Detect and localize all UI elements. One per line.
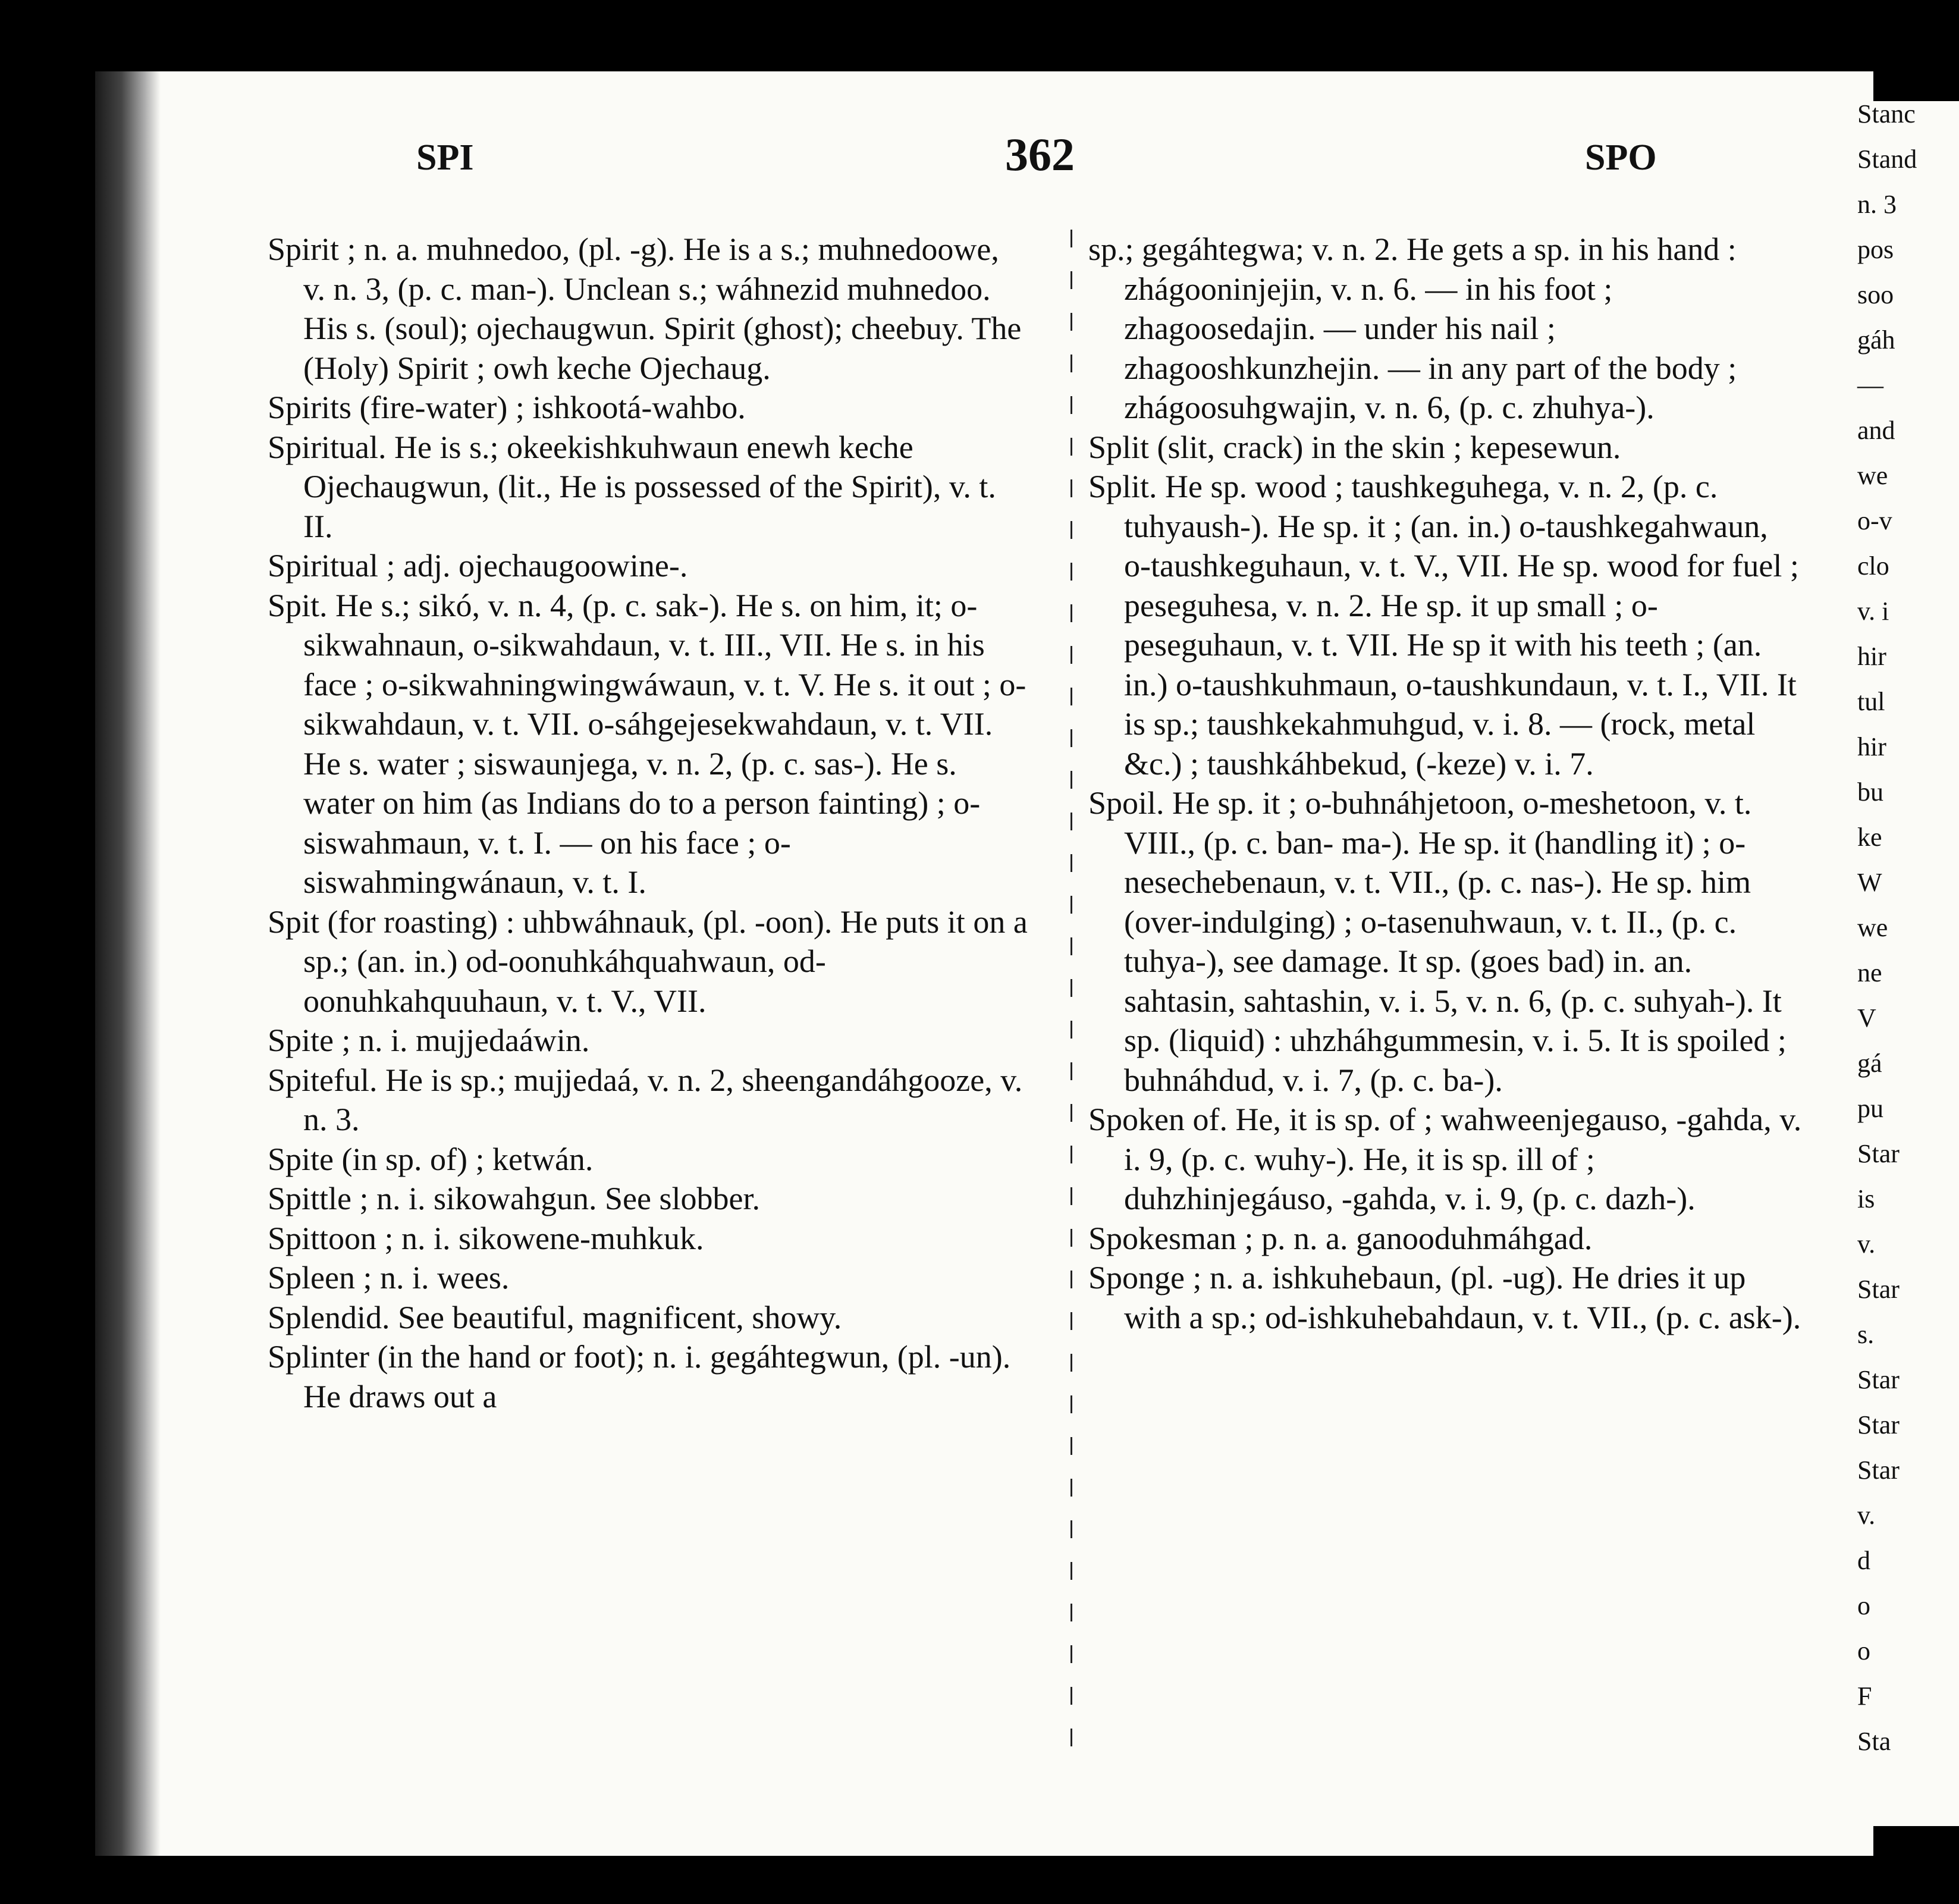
adjacent-page-fragment: d — [1857, 1546, 1870, 1575]
adjacent-page-fragment: soo — [1857, 280, 1894, 309]
adjacent-page-fragment: bu — [1857, 777, 1883, 807]
dictionary-entry: Splendid. See beautiful, magnificent, showy. — [268, 1299, 842, 1335]
dictionary-entry: Spirit ; n. a. muhnedoo, (pl. -g). He is a s.; muhnedoowe, v. n. 3, (p. c. man-). Unclean s.; wáhnezid muhnedoo. His s. (soul); ojechaugwun. Spirit (ghost); cheebuy. The (Holy) Spirit ; owh keche Ojechaug. — [268, 231, 1022, 386]
dictionary-entry: Spit. He s.; sikó, v. n. 4, (p. c. sak-). He s. on him, it; o-sikwahnaun, o-sikwahdaun, v. t. III., VII. He s. in his face ; o-sikwahningwingwáwaun, v. t. V. He s. it out ; o-sikwahdaun, v. t. VII. o-sáhgejesekwahdaun, v. t. VII. He s. water ; siswaunjega, v. n. 2, (p. c. sas-). He s. water on him (as Indians do to a person fainting) ; o-siswahmaun, v. t. I. — on his face ; o-siswahmingwánaun, v. t. I. — [268, 587, 1026, 900]
adjacent-page-fragment: v. — [1857, 1501, 1876, 1530]
dictionary-entry: Spoil. He sp. it ; o-buhnáhjetoon, o-meshetoon, v. t. VIII., (p. c. ban- ma-). He sp. it (handling it) ; o-nesechebenaun, v. t. VII., (p. c. nas-). He sp. him (over-indulging) ; o-tasenuhwaun, v. t. II., (p. c. tuhya-), see damage. It sp. (goes bad) in. an. sahtasin, sahtashin, v. i. 5, v. n. 6, (p. c. suhyah-). It sp. (liquid) : uhzháhgummesin, v. i. 5. It is spoiled ; buhnáhdud, v. i. 7, (p. c. ba-). — [1088, 785, 1787, 1098]
dictionary-entry: Sponge ; n. a. ishkuhebaun, (pl. -ug). He dries it up with a sp.; od-ishkuhebahdaun, v. t. VII., (p. c. ask-). — [1088, 1260, 1801, 1335]
dictionary-entry: Split (slit, crack) in the skin ; kepesewun. — [1088, 429, 1621, 465]
adjacent-page-fragment: ke — [1857, 823, 1882, 852]
dictionary-entry: Spit (for roasting) : uhbwáhnauk, (pl. -oon). He puts it on a sp.; (an. in.) od-oonuhkáhquahwaun, od-oonuhkahquuhaun, v. t. V., VII. — [268, 904, 1028, 1019]
adjacent-page-fragment: Sta — [1857, 1727, 1891, 1756]
page-gutter-shadow — [95, 71, 161, 1856]
dictionary-entry: Splinter (in the hand or foot); n. i. gegáhtegwun, (pl. -un). He draws out a — [268, 1339, 1011, 1414]
adjacent-page-fragment: clo — [1857, 551, 1889, 581]
dictionary-entry: Spleen ; n. i. wees. — [268, 1260, 510, 1296]
running-head-right: SPO — [1585, 137, 1657, 178]
adjacent-page-fragment: Star — [1857, 1139, 1900, 1168]
dictionary-entry: Spiteful. He is sp.; mujjedaá, v. n. 2, sheengandáhgooze, v. n. 3. — [268, 1062, 1023, 1137]
left-column — [268, 230, 1029, 1416]
adjacent-page-fragment: o — [1857, 1636, 1870, 1665]
adjacent-page-fragment: we — [1857, 461, 1888, 490]
adjacent-page-fragment: V — [1857, 1003, 1876, 1033]
dictionary-entry: Spiritual ; adj. ojechaugoowine-. — [268, 548, 688, 584]
adjacent-page-fragment: n. 3 — [1857, 190, 1897, 219]
right-column — [1088, 230, 1802, 1337]
adjacent-page-fragment: o — [1857, 1591, 1870, 1620]
dictionary-entry: Spirits (fire-water) ; ishkootá-wahbo. — [268, 390, 746, 425]
dictionary-entry: Spittle ; n. i. sikowahgun. See slobber. — [268, 1181, 760, 1216]
dictionary-entry: Split. He sp. wood ; taushkeguhega, v. n. 2, (p. c. tuhyaush-). He sp. it ; (an. in.) o-taushkegahwaun, o-taushkeguhaun, v. t. V., VII. He sp. wood for fuel ; peseguhesa, v. n. 2. He sp. it up small ; o-peseguhaun, v. t. VII. He sp it with his teeth ; (an. in.) o-taushkuhmaun, o-taushkundaun, v. t. I., VII. It is sp.; taushkekahmuhgud, v. i. 8. — (rock, metal &c.) ; taushkáhbekud, (-keze) v. i. 7. — [1088, 469, 1799, 782]
adjacent-page-fragment: Stand — [1857, 145, 1917, 174]
adjacent-page-fragment: gáh — [1857, 325, 1895, 355]
adjacent-page-fragment: Star — [1857, 1275, 1900, 1304]
page-number: 362 — [1005, 128, 1075, 180]
adjacent-page-fragment: ne — [1857, 958, 1882, 987]
adjacent-page-fragment: v. i — [1857, 597, 1889, 626]
adjacent-page-fragment: we — [1857, 913, 1888, 942]
dictionary-entry: Spiritual. He is s.; okeekishkuhwaun enewh keche Ojechaugwun, (lit., He is possessed of the Spirit), v. t. II. — [268, 429, 996, 544]
adjacent-page-fragment: and — [1857, 416, 1895, 445]
column-divider — [1070, 230, 1072, 1758]
adjacent-page-fragment: pu — [1857, 1094, 1883, 1123]
adjacent-page-fragment: F — [1857, 1682, 1872, 1711]
adjacent-page-edge — [1853, 101, 1959, 1826]
dictionary-entry: Spite (in sp. of) ; ketwán. — [268, 1141, 594, 1177]
adjacent-page-fragment: v. — [1857, 1229, 1876, 1259]
adjacent-page-fragment: Star — [1857, 1365, 1900, 1394]
adjacent-page-fragment: pos — [1857, 235, 1894, 264]
dictionary-entry: Spoken of. He, it is sp. of ; wahweenjegauso, -gahda, v. i. 9, (p. c. wuhy-). He, it is sp. ill of ; duhzhinjegáuso, -gahda, v. i. 9, (p. c. dazh-). — [1088, 1102, 1802, 1216]
adjacent-page-fragment: s. — [1857, 1320, 1875, 1349]
dictionary-entry: Spite ; n. i. mujjedaáwin. — [268, 1022, 590, 1058]
adjacent-page-fragment: is — [1857, 1184, 1875, 1213]
adjacent-page-fragment: o-v — [1857, 506, 1892, 535]
adjacent-page-fragment: — — [1857, 371, 1883, 400]
adjacent-page-fragment: Star — [1857, 1456, 1900, 1485]
adjacent-page-fragment: Star — [1857, 1410, 1900, 1439]
dictionary-entry: Spokesman ; p. n. a. ganooduhmáhgad. — [1088, 1220, 1593, 1256]
adjacent-page-fragment: hir — [1857, 642, 1886, 671]
running-head-left: SPI — [416, 137, 474, 178]
adjacent-page-fragment: tul — [1857, 687, 1885, 716]
adjacent-page-fragment: hir — [1857, 732, 1886, 761]
adjacent-page-fragment: Stanc — [1857, 101, 1916, 128]
dictionary-entry: sp.; gegáhtegwa; v. n. 2. He gets a sp. in his hand : zhágooninjejin, v. n. 6. — in his foot ; zhagoosedajin. — under his nail ; zhagooshkunzhejin. — in any part of the body ; zhágoosuhgwajin, v. n. 6, (p. c. zhuhya-). — [1088, 231, 1737, 425]
dictionary-entry: Spittoon ; n. i. sikowene-muhkuk. — [268, 1220, 704, 1256]
adjacent-page-fragment: W — [1857, 868, 1882, 897]
adjacent-page-fragment: gá — [1857, 1049, 1882, 1078]
